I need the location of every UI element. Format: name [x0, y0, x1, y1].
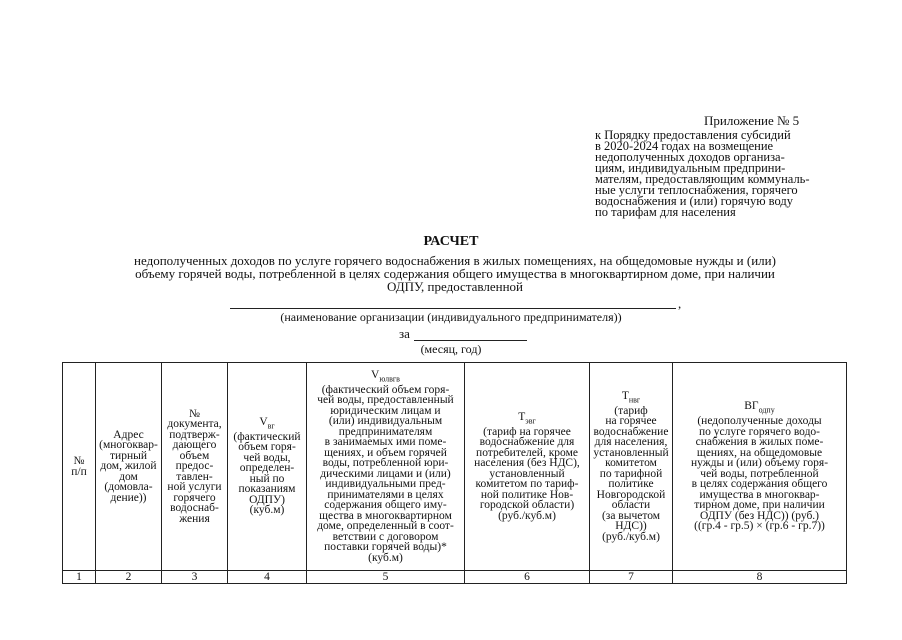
header-line: (многоквар-	[99, 439, 158, 452]
header-line: (куб.м)	[249, 504, 285, 517]
header-symbol	[591, 391, 671, 406]
header-symbol	[466, 412, 588, 427]
table-header-row	[63, 363, 847, 571]
header-line: для населения,	[594, 436, 668, 449]
header-line: предпринимателям	[338, 425, 433, 438]
header-line: щества в многоквартирном	[319, 509, 452, 522]
header-line: ((гр.4 - гр.5) × (гр.6 - гр.7))	[694, 520, 825, 533]
header-line: юридическим лицам и	[330, 404, 441, 417]
column-number: 8	[673, 571, 847, 584]
header-cell	[228, 363, 307, 571]
header-line: ОДПУ)	[249, 493, 285, 506]
header-cell	[307, 363, 465, 571]
header-line: политике	[608, 478, 654, 491]
header-cell	[673, 363, 847, 571]
header-line: жения	[179, 512, 210, 525]
header-line: снабжения в жилых поме-	[695, 436, 824, 449]
header-line: дом	[119, 470, 138, 483]
header-cell	[590, 363, 673, 571]
header-line: №	[73, 455, 85, 467]
header-line: по тарифной	[599, 467, 663, 480]
header-line: НДС))	[615, 520, 647, 533]
column-number: 5	[307, 571, 465, 584]
header-line: чей воды, потребленной	[700, 467, 819, 480]
header-line: подтверж-	[169, 428, 220, 441]
header-line: содержания общего иму-	[324, 499, 447, 512]
symbol-letter: V	[259, 416, 268, 429]
header-cell	[96, 363, 162, 571]
header-line: дическими лицами и (или)	[320, 467, 451, 480]
symbol-subscript: юлвгв	[379, 374, 400, 384]
header-line: городской области)	[479, 499, 575, 512]
document-subtitle	[70, 254, 840, 293]
header-line: п/п	[71, 465, 87, 478]
header-line: тирном доме, при наличии	[694, 499, 825, 512]
header-line: поставки горячей воды)*	[324, 541, 447, 554]
symbol-letter: V	[371, 368, 380, 381]
column-number-row	[63, 571, 847, 584]
header-line: щениях, на общедомовые	[696, 446, 823, 459]
header-cell	[465, 363, 590, 571]
header-line: (за вычетом	[601, 509, 661, 522]
header-line: показаниям	[238, 483, 296, 496]
header-line: чей воды,	[243, 451, 291, 464]
period-field[interactable]	[414, 328, 527, 341]
header-line: ветствии с договором	[332, 530, 439, 543]
header-line: индивидуальными пред-	[325, 478, 446, 491]
column-number: 7	[590, 571, 673, 584]
header-line: документа,	[167, 418, 222, 431]
document-title: РАСЧЕТ	[423, 234, 479, 249]
header-line: населения (без НДС),	[474, 457, 580, 470]
header-line: (домовла-	[104, 481, 153, 494]
header-line: (недополученные доходы	[697, 415, 822, 428]
header-line: нужды и (или) объему горя-	[690, 457, 829, 470]
header-symbol	[308, 370, 463, 385]
header-line: принимателями в целях	[327, 488, 444, 501]
header-line: в целях содержания общего	[691, 478, 828, 491]
header-line: №	[189, 407, 200, 420]
header-line: области	[611, 499, 651, 512]
header-line: горячего	[173, 491, 216, 504]
header-symbol	[674, 401, 845, 416]
header-line: (руб./куб.м)	[498, 509, 556, 522]
header-line: доме, определенный в соот-	[317, 520, 454, 533]
period-caption: (месяц, год)	[420, 342, 482, 356]
header-line: тавлен-	[176, 470, 213, 483]
header-line: (тариф	[614, 404, 648, 417]
header-line: имущества в многоквар-	[699, 488, 820, 501]
symbol-subscript: одпу	[758, 405, 775, 415]
organization-caption: (наименование организации (индивидуального предпринимателя))	[280, 310, 622, 324]
period-label: за	[399, 326, 410, 341]
appendix-text	[595, 130, 845, 218]
header-line: на горячее	[605, 415, 657, 428]
header-line: воды, потребленной юри-	[322, 457, 449, 470]
text-line: циям, индивидуальным предприни-	[595, 161, 786, 175]
text-line: мателям, предоставляющим коммуналь-	[595, 172, 810, 186]
appendix-title: Приложение № 5	[704, 113, 800, 128]
header-line: (тариф на горячее	[483, 425, 571, 438]
header-line: дение))	[110, 491, 147, 504]
header-line: водоснабжение	[593, 425, 669, 438]
text-line: ОДПУ, предоставленной	[386, 279, 524, 294]
header-line: ной услуги	[167, 481, 222, 494]
header-line: по услуге горячего водо-	[698, 425, 821, 438]
header-line: тирный	[110, 449, 147, 462]
header-line: ОДПУ (без НДС)) (руб.)	[699, 509, 820, 522]
header-cell	[162, 363, 228, 571]
calculation-table	[62, 362, 847, 584]
text-line: к Порядку предоставления субсидий	[595, 128, 791, 142]
header-line: установленный	[593, 446, 669, 459]
symbol-subscript: нвг	[628, 395, 641, 405]
header-line: объем горя-	[238, 441, 296, 454]
symbol-letter: T	[518, 410, 526, 423]
header-line: в занимаемых ими поме-	[324, 436, 447, 449]
text-line: в 2020-2024 годах на возмещение	[595, 139, 774, 153]
header-line: ной политике Нов-	[480, 488, 574, 501]
header-line: дом, жилой	[100, 460, 157, 473]
header-line: водоснаб-	[170, 502, 219, 515]
header-line: потребителей, кроме	[476, 446, 578, 459]
symbol-letter: ВГ	[744, 400, 759, 413]
header-line: ный по	[249, 472, 285, 485]
header-line: (фактический	[233, 430, 301, 443]
symbol-subscript: эвг	[525, 416, 536, 426]
header-line: комитетом	[605, 457, 657, 470]
text-line: недополученных доходов по услуге горячего водоснабжения в жилых помещениях, на общедомовые нужды и (или)	[134, 253, 776, 268]
header-line: (фактический объем горя-	[321, 383, 450, 396]
header-line: (руб./куб.м)	[602, 530, 660, 543]
header-cell	[63, 363, 96, 571]
header-line: чей воды, предоставленный	[317, 394, 454, 407]
header-line: дающего	[172, 439, 217, 452]
text-line: ные услуги теплоснабжения, горячего	[595, 183, 798, 197]
text-line: объему горячей воды, потребленной в целях содержания общего имущества в многоквартирном доме, при наличии	[135, 266, 775, 281]
text-line: водоснабжения и (или) горячую воду	[595, 194, 793, 208]
header-line: объем	[179, 449, 210, 462]
header-line: водоснабжение для	[479, 436, 575, 449]
text-line: недополученных доходов организа-	[595, 150, 785, 164]
header-line: (или) индивидуальным	[328, 415, 443, 428]
header-line: щениях, и объем горячей	[324, 446, 447, 459]
header-symbol	[229, 417, 305, 432]
column-number: 1	[63, 571, 96, 584]
header-line: комитетом по тариф-	[475, 478, 579, 491]
header-line: определен-	[239, 462, 295, 475]
column-number: 6	[465, 571, 590, 584]
symbol-subscript: вг	[267, 421, 275, 431]
column-number: 3	[162, 571, 228, 584]
organization-comma: ,	[678, 296, 682, 311]
header-line: (куб.м)	[368, 551, 403, 564]
organization-name-field[interactable]	[230, 296, 676, 309]
header-line: Адрес	[113, 428, 144, 441]
symbol-letter: T	[621, 389, 629, 402]
text-line: по тарифам для населения	[595, 205, 736, 219]
header-line: предос-	[175, 460, 214, 473]
header-line: установленный	[489, 467, 565, 480]
column-number: 4	[228, 571, 307, 584]
column-number: 2	[96, 571, 162, 584]
header-line: Новгородской	[596, 488, 666, 501]
